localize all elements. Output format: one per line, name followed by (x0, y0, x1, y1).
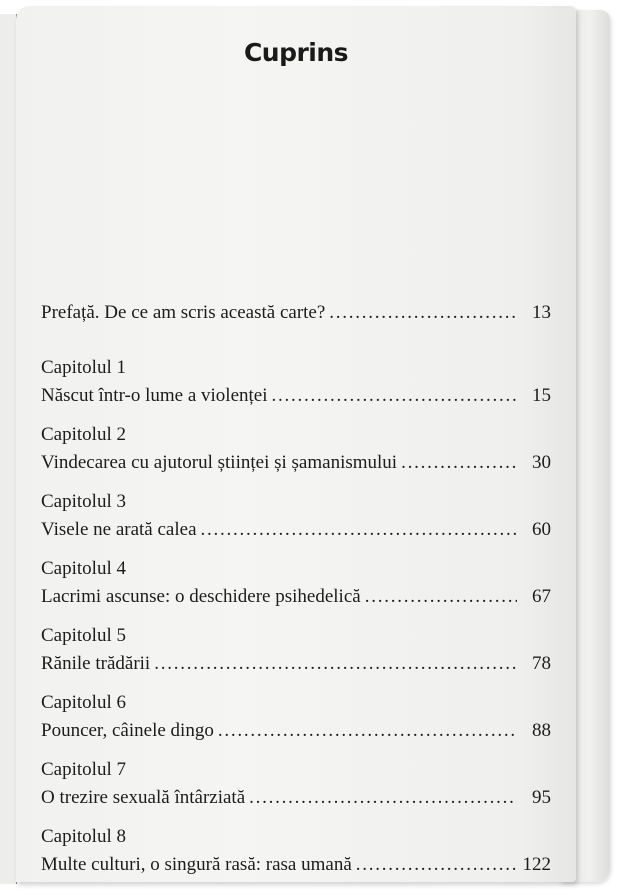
toc-entry (41, 385, 551, 407)
dot-leader (365, 586, 517, 608)
toc-entry-title: Multe culturi, o singură rasă: rasa umană (41, 854, 352, 875)
dot-leader (201, 519, 518, 541)
chapter-heading: Capitolul 7 (41, 759, 126, 780)
toc-entry (41, 653, 551, 675)
toc-entry (41, 720, 551, 742)
toc-entry-title: O trezire sexuală întârziată (41, 787, 246, 808)
chapter-heading: Capitolul 8 (41, 826, 126, 847)
toc-entry (41, 854, 551, 876)
toc-entry-page: 78 (532, 653, 551, 674)
toc-entry-page: 30 (532, 452, 551, 473)
toc-entry-title: Pouncer, câinele dingo (41, 720, 214, 741)
toc-entry (41, 586, 551, 608)
toc-entry-page: 122 (522, 854, 551, 875)
chapter-heading: Capitolul 3 (41, 491, 126, 512)
chapter-heading: Capitolul 5 (41, 625, 126, 646)
book-page (16, 6, 576, 882)
left-page-edge (0, 14, 17, 884)
toc-entry (41, 452, 551, 474)
toc-entry-page: 60 (532, 519, 551, 540)
dot-leader (401, 452, 517, 474)
dot-leader (356, 854, 517, 876)
page-title: Cuprins (243, 38, 349, 67)
toc-entry-title: Lacrimi ascunse: o deschidere psihedelică (41, 586, 361, 607)
dot-leader (154, 653, 517, 675)
toc-entry-title: Visele ne arată calea (41, 519, 197, 540)
toc-entry-page: 67 (532, 586, 551, 607)
dot-leader (272, 385, 518, 407)
dot-leader (329, 302, 517, 324)
toc-entry-title: Prefață. De ce am scris această carte? (41, 302, 326, 323)
toc-entry-page: 88 (532, 720, 551, 741)
dot-leader (218, 720, 517, 742)
toc-entry-page: 95 (532, 787, 551, 808)
toc-entry-preface (41, 302, 551, 324)
chapter-heading: Capitolul 4 (41, 558, 126, 579)
toc-entry-title: Vindecarea cu ajutorul științei și șamanismului (41, 452, 398, 473)
chapter-heading: Capitolul 2 (41, 424, 126, 445)
toc-entry (41, 787, 551, 809)
toc-entry-page: 13 (532, 302, 551, 323)
toc-entry (41, 519, 551, 541)
chapter-heading: Capitolul 6 (41, 692, 126, 713)
toc-entry-title: Rănile trădării (41, 653, 151, 674)
toc-entry-page: 15 (532, 385, 551, 406)
toc-entry-title: Născut într-o lume a violenței (41, 385, 268, 406)
chapter-heading: Capitolul 1 (41, 357, 126, 378)
dot-leader (249, 787, 517, 809)
